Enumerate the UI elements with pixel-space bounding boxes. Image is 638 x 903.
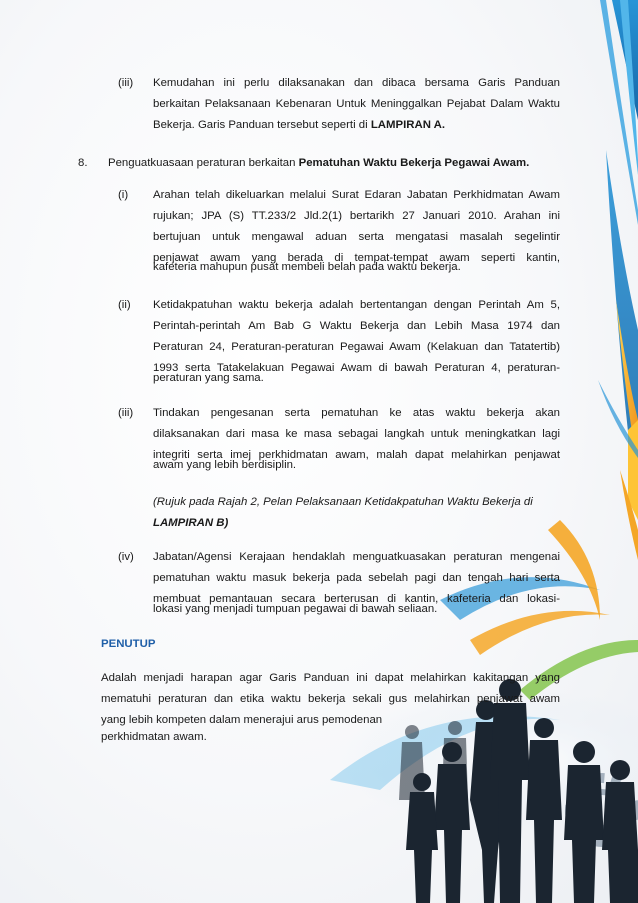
paragraph-line: Adalah menjadi harapan agar Garis Panduan ini dapat melahirkan kakitangan yang bbox=[101, 672, 560, 684]
item-label: (ii) bbox=[118, 299, 131, 311]
section-heading-penutup: PENUTUP bbox=[101, 638, 156, 650]
appendix-ref: LAMPIRAN A. bbox=[370, 119, 446, 131]
paragraph-line: bertujuan untuk mengawal aduan serta mengatasi masalah segelintir bbox=[153, 231, 560, 243]
paragraph-line: mematuhi peraturan dan etika waktu bekerja sekali gus melahirkan penjawat awam bbox=[101, 693, 560, 705]
paragraph-line: kafeteria mahupun pusat membeli belah pada waktu bekerja. bbox=[153, 261, 461, 273]
paragraph-line: Bekerja. Garis Panduan tersebut seperti di LAMPIRAN A. bbox=[153, 119, 446, 131]
paragraph-line: Ketidakpatuhan waktu bekerja adalah bertentangan dengan Perintah Am 5, bbox=[153, 299, 560, 311]
paragraph-line: 1993 serta Tatakelakuan Pegawai Awam di bawah Peraturan 4, peraturan- bbox=[153, 362, 560, 374]
paragraph-line: rujukan; JPA (S) TT.233/2 Jld.2(1) bertarikh 27 Januari 2010. Arahan ini bbox=[153, 210, 560, 222]
paragraph-line: penjawat awam yang berada di tempat-tempat awam seperti kantin, bbox=[153, 252, 560, 264]
paragraph-line: perkhidmatan awam. bbox=[101, 731, 207, 743]
paragraph-line: Peraturan 24, Peraturan-peraturan Pegawai Awam (Kelakuan dan Tatatertib) bbox=[153, 341, 560, 353]
paragraph-line: Tindakan pengesanan serta pematuhan ke atas waktu bekerja akan bbox=[153, 407, 560, 419]
section-title: Penguatkuasaan peraturan berkaitan Pematuhan Waktu Bekerja Pegawai Awam. bbox=[108, 157, 530, 169]
paragraph-line: berkaitan Pelaksanaan Kebenaran Untuk Meninggalkan Pejabat Dalam Waktu bbox=[153, 98, 560, 110]
paragraph-line: membuat pemantauan secara berterusan di kantin, kafeteria dan lokasi- bbox=[153, 593, 560, 605]
paragraph-line: Arahan telah dikeluarkan melalui Surat Edaran Jabatan Perkhidmatan Awam bbox=[153, 189, 560, 201]
reference-note-appendix: LAMPIRAN B) bbox=[153, 517, 229, 529]
reference-note: (Rujuk pada Rajah 2, Pelan Pelaksanaan Ketidakpatuhan Waktu Bekerja di bbox=[153, 496, 533, 508]
paragraph-line: pematuhan waktu masuk bekerja pada sebelah pagi dan tengah hari serta bbox=[153, 572, 560, 584]
paragraph-line: lokasi yang menjadi tumpuan pegawai di bawah seliaan. bbox=[153, 603, 438, 615]
paragraph-line: Jabatan/Agensi Kerajaan hendaklah menguatkuasakan peraturan mengenai bbox=[153, 551, 560, 563]
paragraph-line: dilaksanakan dari masa ke masa sebagai langkah untuk meningkatkan lagi bbox=[153, 428, 560, 440]
item-label: (iii) bbox=[118, 407, 134, 419]
item-label: (i) bbox=[118, 189, 129, 201]
paragraph-line: Kemudahan ini perlu dilaksanakan dan dibaca bersama Garis Panduan bbox=[153, 77, 560, 89]
item-label: (iv) bbox=[118, 551, 134, 563]
paragraph-line: integriti serta imej perkhidmatan awam, malah dapat melahirkan penjawat bbox=[153, 449, 560, 461]
paragraph-line: peraturan yang sama. bbox=[153, 372, 264, 384]
section-number: 8. bbox=[78, 157, 88, 169]
item-label: (iii) bbox=[118, 77, 134, 89]
paragraph-line: Perintah-perintah Am Bab G Waktu Bekerja dan Lebih Masa 1974 dan bbox=[153, 320, 560, 332]
paragraph-line: awam yang lebih berdisiplin. bbox=[153, 459, 297, 471]
paragraph-line: yang lebih kompeten dalam menerajui arus pemodenan bbox=[101, 714, 383, 726]
